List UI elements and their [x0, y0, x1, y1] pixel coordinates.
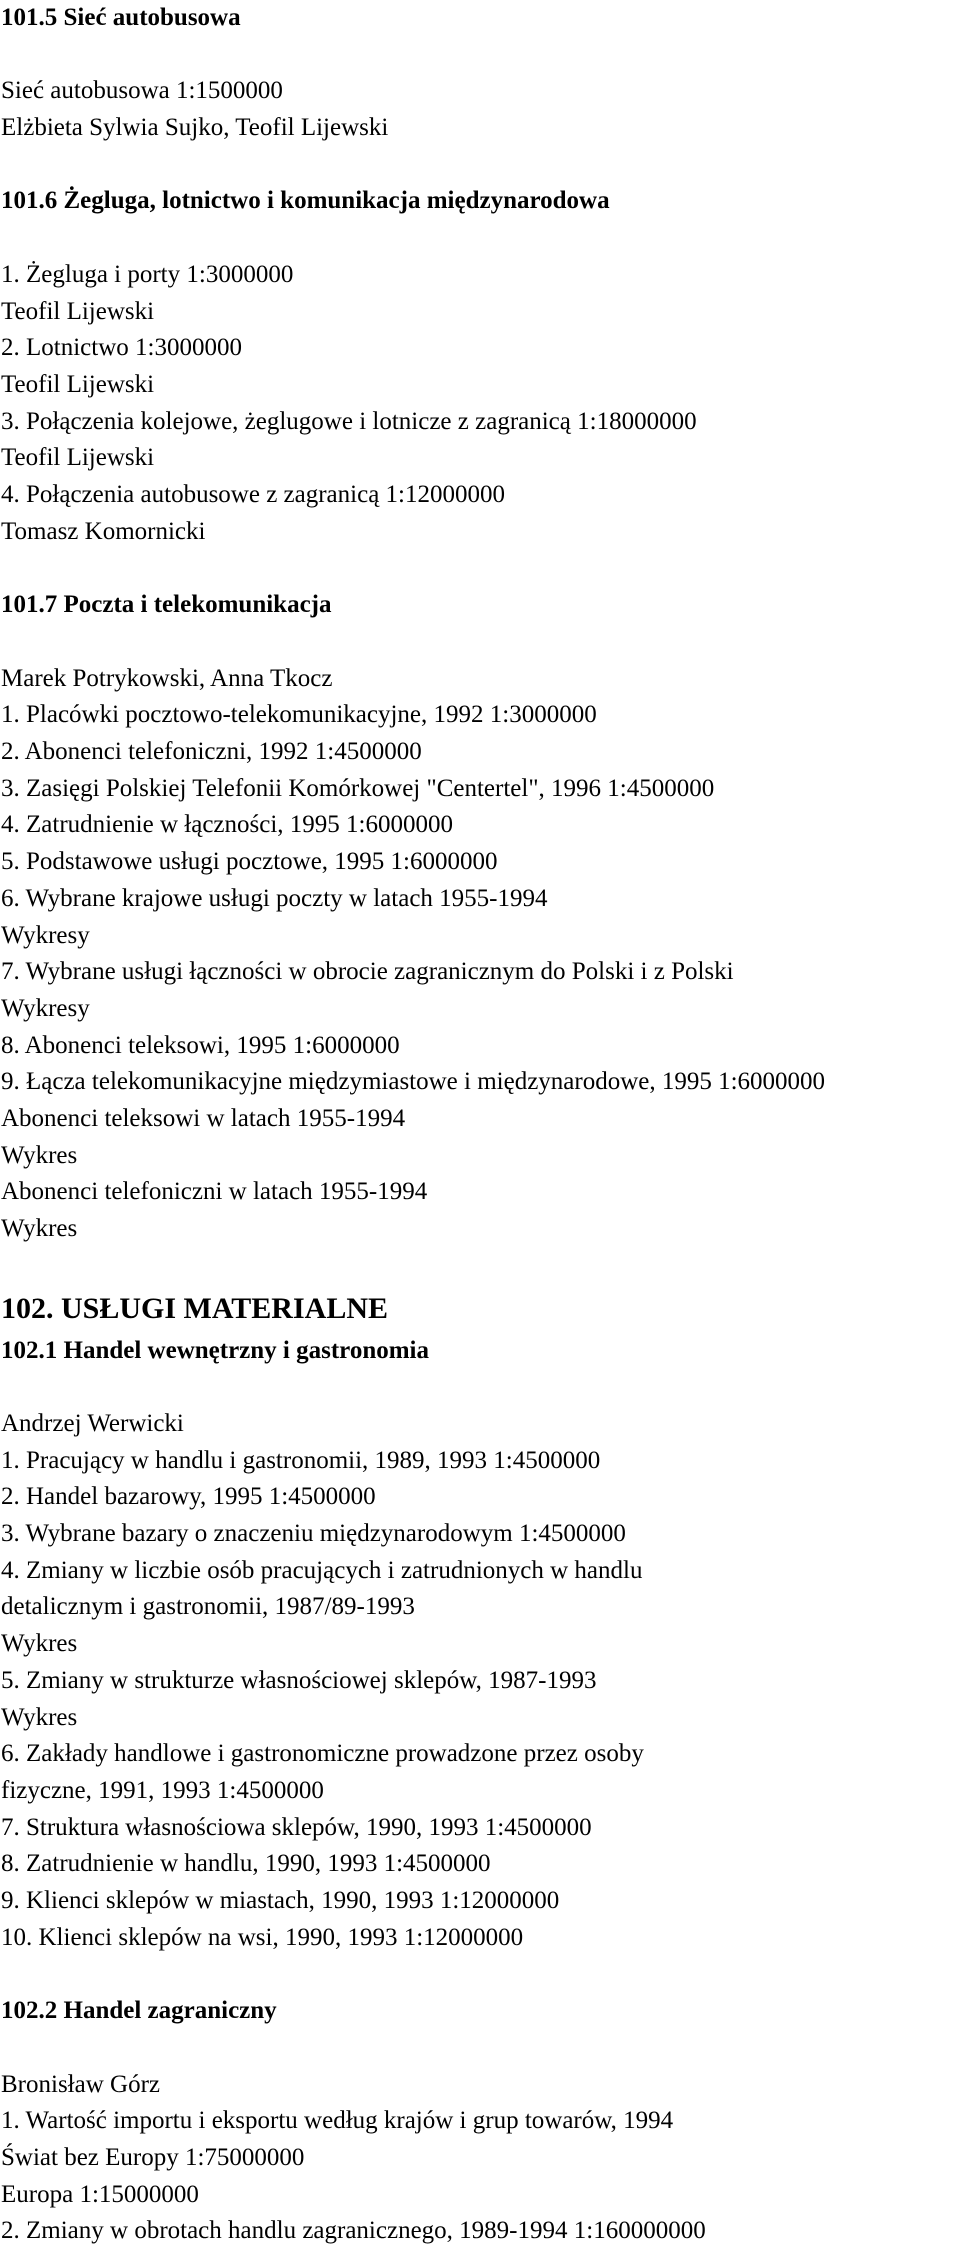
section-heading: 101.6 Żegluga, lotnictwo i komunikacja międzynarodowa — [1, 187, 610, 215]
text-line: 1. Pracujący w handlu i gastronomii, 1989, 1993 1:4500000 — [1, 1446, 601, 1474]
text-line: 7. Wybrane usługi łączności w obrocie zagranicznym do Polski i z Polski — [1, 958, 734, 986]
text-line: 7. Struktura własnościowa sklepów, 1990, 1993 1:4500000 — [1, 1813, 592, 1841]
text-line: Tomasz Komornicki — [1, 517, 206, 545]
text-line: Wykres — [1, 1630, 78, 1658]
text-line: 10. Klienci sklepów na wsi, 1990, 1993 1:12000000 — [1, 1923, 524, 1951]
text-line: Teofil Lijewski — [1, 297, 155, 325]
text-line: 6. Zakłady handlowe i gastronomiczne prowadzone przez osoby — [1, 1740, 644, 1768]
text-line: Teofil Lijewski — [1, 370, 155, 398]
blank-line — [1, 551, 960, 588]
section-heading: 102.1 Handel wewnętrzny i gastronomia — [1, 1336, 429, 1364]
text-line: Wykresy — [1, 994, 90, 1022]
text-line: 9. Klienci sklepów w miastach, 1990, 1993 1:12000000 — [1, 1887, 560, 1915]
text-line: 2. Handel bazarowy, 1995 1:4500000 — [1, 1483, 376, 1511]
text-line: 1. Wartość importu i eksportu według krajów i grup towarów, 1994 — [1, 2107, 674, 2135]
section-heading: 101.5 Sieć autobusowa — [1, 4, 241, 31]
text-line: 1. Placówki pocztowo-telekomunikacyjne, 1992 1:3000000 — [1, 701, 597, 729]
text-line: Wykresy — [1, 921, 90, 949]
blank-line — [1, 220, 960, 257]
text-line: 5. Podstawowe usługi pocztowe, 1995 1:6000000 — [1, 848, 498, 876]
text-line: 5. Zmiany w strukturze własnościowej sklepów, 1987-1993 — [1, 1666, 597, 1694]
text-line: Świat bez Europy 1:75000000 — [1, 2143, 305, 2171]
text-line: Sieć autobusowa 1:1500000 — [1, 77, 283, 105]
blank-line — [1, 147, 960, 184]
text-line: 8. Abonenci teleksowi, 1995 1:6000000 — [1, 1031, 400, 1059]
text-line: Andrzej Werwicki — [1, 1409, 184, 1437]
text-line: 1. Żegluga i porty 1:3000000 — [1, 260, 294, 288]
text-line: Europa 1:15000000 — [1, 2180, 199, 2208]
text-line: 6. Wybrane krajowe usługi poczty w latach 1955-1994 — [1, 884, 548, 912]
text-line: Marek Potrykowski, Anna Tkocz — [1, 664, 333, 692]
text-line: 3. Zasięgi Polskiej Telefonii Komórkowej "Centertel", 1996 1:4500000 — [1, 774, 715, 802]
text-line: 4. Zatrudnienie w łączności, 1995 1:6000000 — [1, 811, 453, 839]
blank-line — [1, 2030, 960, 2067]
text-line: detalicznym i gastronomii, 1987/89-1993 — [1, 1593, 415, 1621]
text-line: 4. Połączenia autobusowe z zagranicą 1:12000000 — [1, 481, 505, 509]
text-line: Wykres — [1, 1215, 78, 1243]
blank-line — [1, 37, 960, 74]
text-line: 2. Lotnictwo 1:3000000 — [1, 334, 242, 362]
text-line: Wykres — [1, 1141, 78, 1169]
text-line: fizyczne, 1991, 1993 1:4500000 — [1, 1776, 324, 1804]
text-line: 4. Zmiany w liczbie osób pracujących i zatrudnionych w handlu — [1, 1556, 643, 1584]
text-line: Teofil Lijewski — [1, 444, 155, 472]
blank-line — [1, 1369, 960, 1406]
text-line: 3. Połączenia kolejowe, żeglugowe i lotnicze z zagranicą 1:18000000 — [1, 407, 697, 435]
text-line: 8. Zatrudnienie w handlu, 1990, 1993 1:4500000 — [1, 1850, 491, 1878]
text-line: 2. Zmiany w obrotach handlu zagranicznego, 1989-1994 1:160000000 — [1, 2217, 706, 2245]
text-line: Wykres — [1, 1703, 78, 1731]
blank-line — [1, 1956, 960, 1993]
text-line: Abonenci teleksowi w latach 1955-1994 — [1, 1105, 406, 1133]
blank-line — [1, 624, 960, 661]
text-line: 2. Abonenci telefoniczni, 1992 1:4500000 — [1, 737, 422, 765]
blank-line — [1, 1248, 960, 1285]
text-line: Abonenci telefoniczni w latach 1955-1994 — [1, 1178, 428, 1206]
text-line: Elżbieta Sylwia Sujko, Teofil Lijewski — [1, 114, 389, 142]
section-heading: 101.7 Poczta i telekomunikacja — [1, 591, 332, 619]
section-heading: 102.2 Handel zagraniczny — [1, 1997, 277, 2025]
text-line: 9. Łącza telekomunikacyjne międzymiastowe i międzynarodowe, 1995 1:6000000 — [1, 1068, 826, 1096]
chapter-heading: 102. USŁUGI MATERIALNE — [1, 1291, 388, 1325]
text-line: Bronisław Górz — [1, 2070, 160, 2098]
text-line: 3. Wybrane bazary o znaczeniu międzynarodowym 1:4500000 — [1, 1520, 626, 1548]
